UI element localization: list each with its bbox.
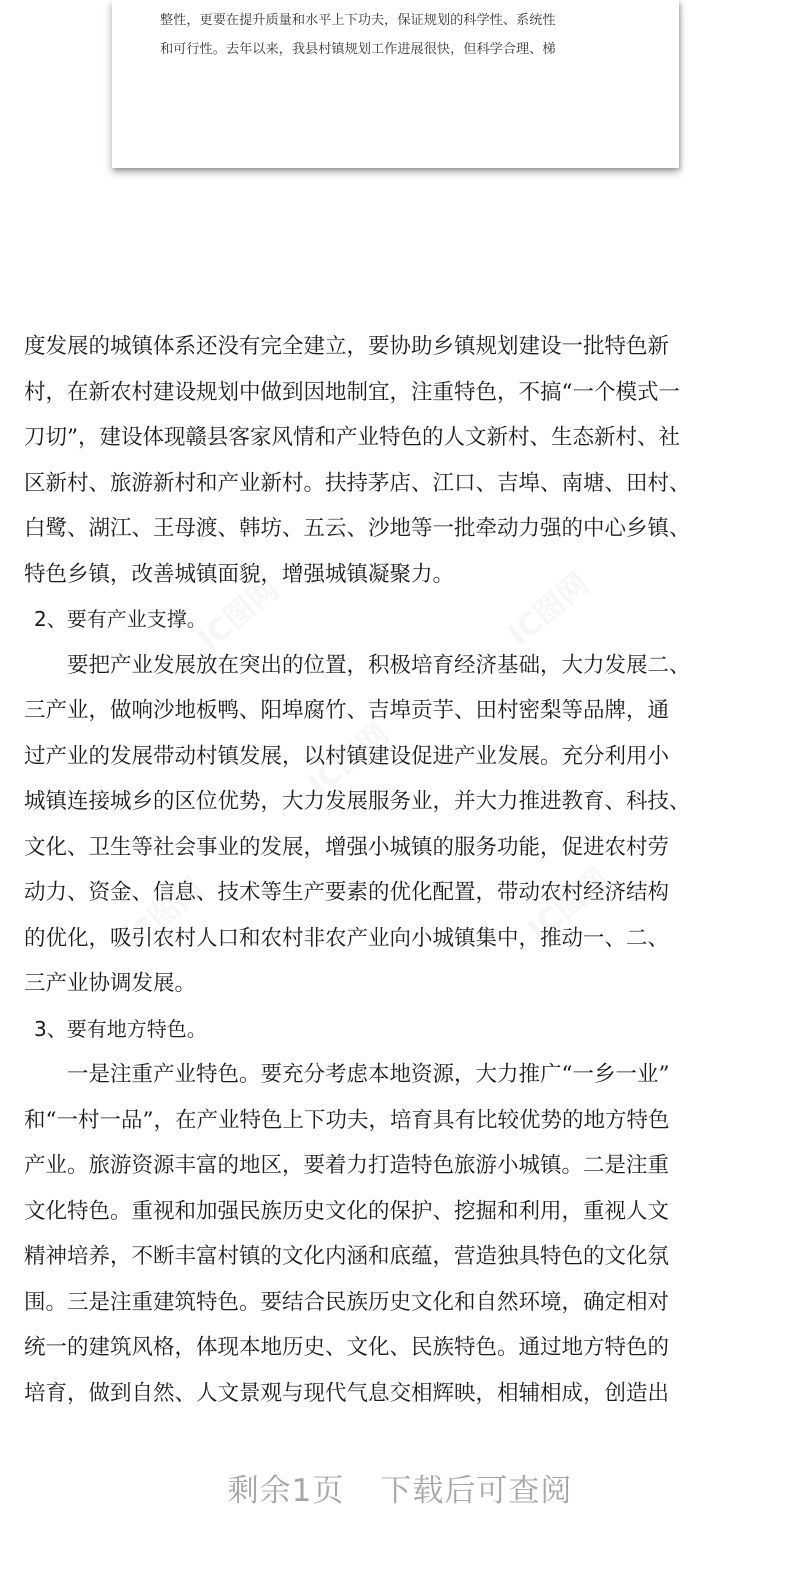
body-line: 围。三是注重建筑特色。要结合民族历史文化和自然环境，确定相对 <box>24 1289 670 1315</box>
preview-line: 整性，更要在提升质量和水平上下功夫，保证规划的科学性、系统性 <box>160 13 556 28</box>
body-line: 城镇连接城乡的区位优势，大力发展服务业，并大力推进教育、科技、 <box>24 789 691 814</box>
body-line: 三产业协调发展。 <box>24 971 197 996</box>
body-line: 统一的建筑风格，体现本地历史、文化、民族特色。通过地方特色的 <box>24 1335 670 1360</box>
watermark: IC图网 <box>301 716 396 804</box>
body-line: 要把产业发展放在突出的位置，积极培育经济基础，大力发展二、 <box>24 652 691 678</box>
watermark: IC图网 <box>501 566 596 654</box>
download-to-view-label: 下载后可查阅 <box>380 1473 573 1509</box>
body-line: 培育，做到自然、人文景观与现代气息交相辉映，相辅相成，创造出 <box>24 1380 670 1406</box>
body-line: 产业。旅游资源丰富的地区，要着力打造特色旅游小城镇。二是注重 <box>24 1153 670 1178</box>
watermark: IC图网 <box>521 861 616 949</box>
body-line: 区新村、旅游新村和产业新村。扶持茅店、江口、吉埠、南塘、田村、 <box>24 470 691 496</box>
body-line: 动力、资金、信息、技术等生产要素的优化配置，带动农村经济结构 <box>24 880 670 905</box>
section-heading: 2、要有产业支撑。 <box>34 607 207 631</box>
body-line: 特色乡镇，改善城镇面貌，增强城镇凝聚力。 <box>24 561 455 587</box>
body-line: 度发展的城镇体系还没有完全建立，要协助乡镇规划建设一批特色新 <box>24 334 670 359</box>
body-line: 刀切”，建设体现赣县客家风情和产业特色的人文新村、生态新村、社 <box>24 425 680 450</box>
preview-card <box>112 0 679 168</box>
body-line: 过产业的发展带动村镇发展，以村镇建设促进产业发展。充分利用小 <box>24 743 670 769</box>
preview-line: 和可行性。去年以来，我县村镇规划工作进展很快，但科学合理、梯 <box>160 42 556 57</box>
body-line: 村，在新农村建设规划中做到因地制宜，注重特色，不搞“一个模式一 <box>24 379 680 405</box>
download-prompt[interactable] <box>0 1465 800 1510</box>
body-line: 三产业，做响沙地板鸭、阳埠腐竹、吉埠贡芋、田村密梨等品牌，通 <box>24 698 670 723</box>
preview-text <box>160 6 650 64</box>
body-line: 文化特色。重视和加强民族历史文化的保护、挖掘和利用，重视人文 <box>24 1198 670 1224</box>
body-line: 文化、卫生等社会事业的发展，增强小城镇的服务功能，促进农村劳 <box>24 834 670 860</box>
body-line: 白鹭、湖江、王母渡、韩坊、五云、沙地等一批牵动力强的中心乡镇、 <box>24 516 691 541</box>
body-text <box>24 324 794 1416</box>
body-line: 的优化，吸引农村人口和农村非农产业向小城镇集中，推动一、二、 <box>24 925 670 951</box>
watermark: IC图网 <box>191 571 286 659</box>
remaining-pages-label: 剩余1页 <box>227 1473 345 1509</box>
body-line: 精神培养，不断丰富村镇的文化内涵和底蕴，营造独具特色的文化氛 <box>24 1244 670 1269</box>
body-line: 一是注重产业特色。要充分考虑本地资源，大力推广“一乡一业” <box>24 1062 670 1087</box>
section-heading: 3、要有地方特色。 <box>34 1016 207 1041</box>
body-line: 和“一村一品”，在产业特色上下功夫，培育具有比较优势的地方特色 <box>24 1107 670 1133</box>
watermark: IC图网 <box>116 871 211 959</box>
